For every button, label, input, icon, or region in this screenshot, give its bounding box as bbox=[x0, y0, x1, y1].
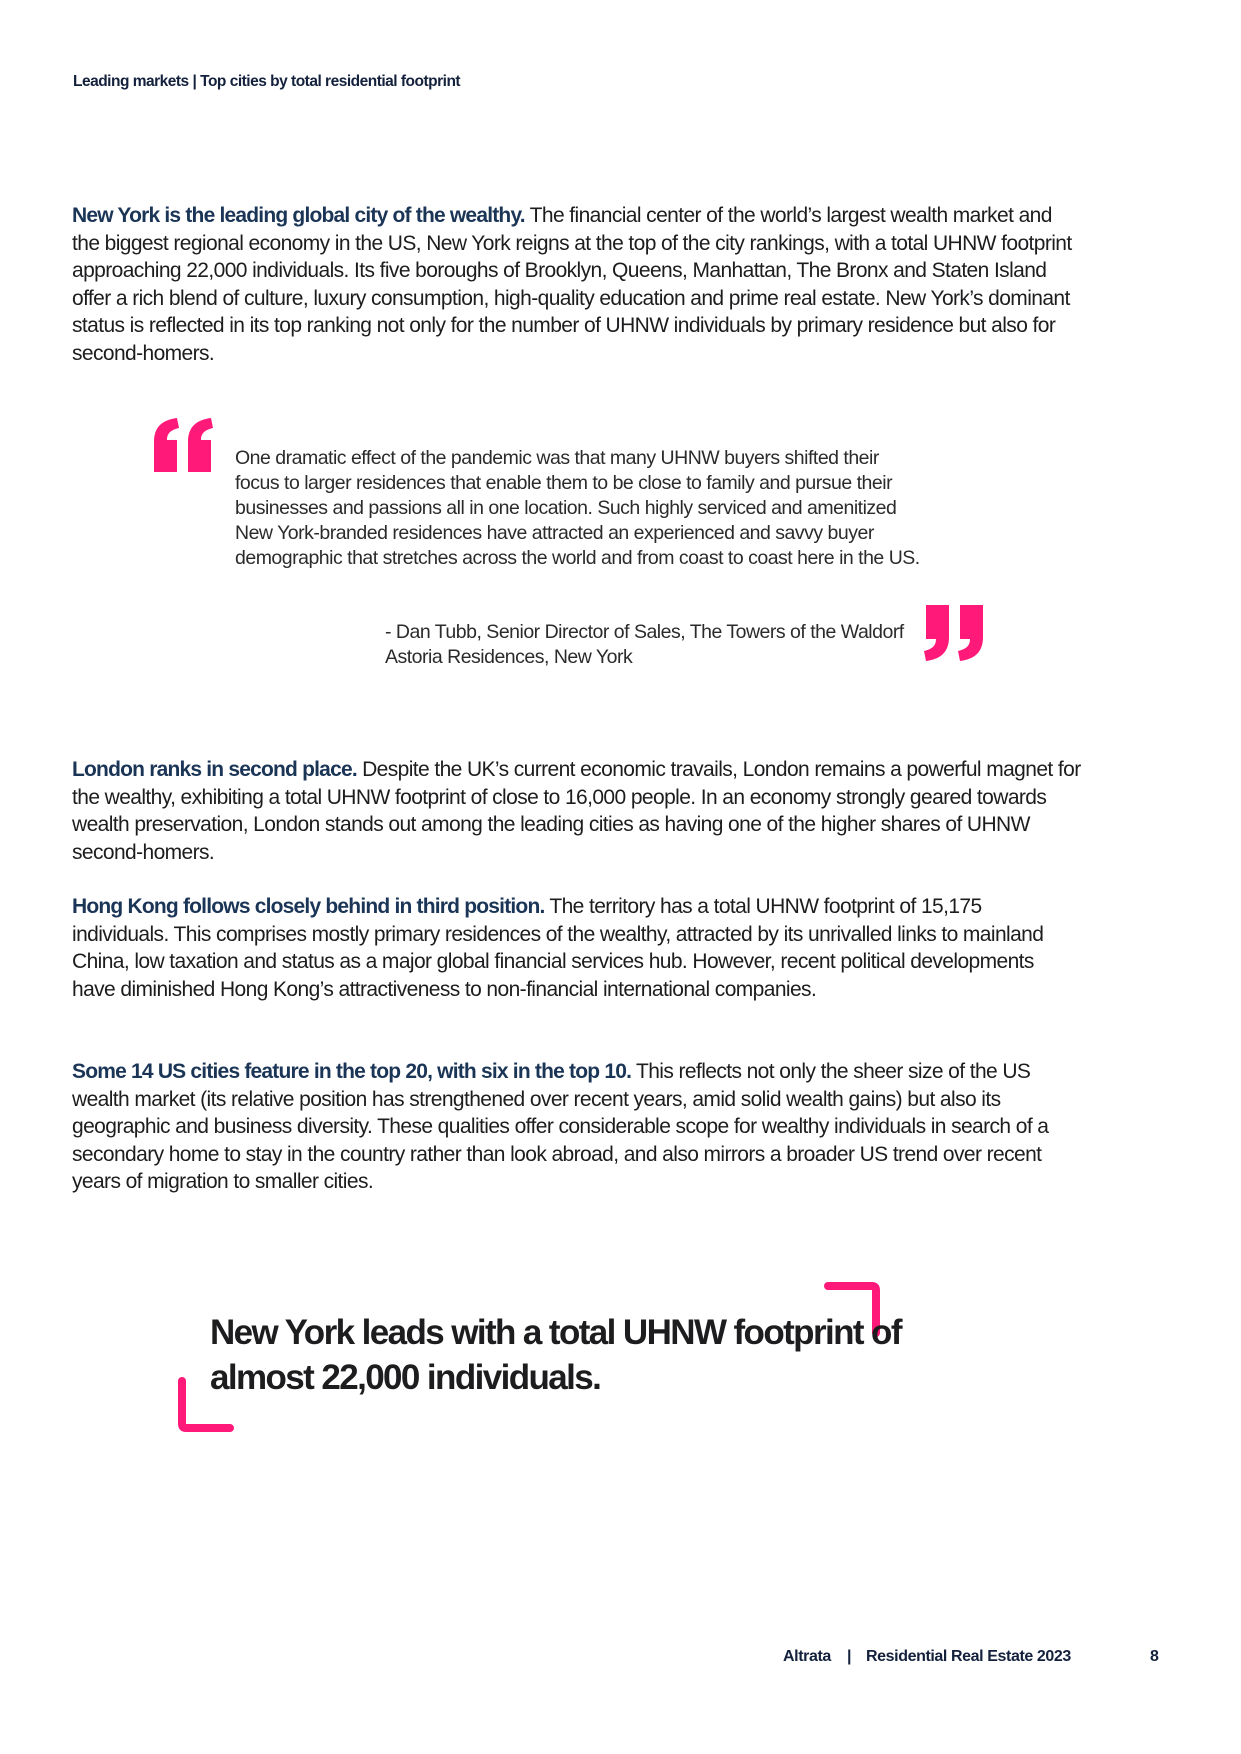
footer-brand: Altrata bbox=[783, 1648, 831, 1665]
paragraph-hong-kong bbox=[72, 893, 1082, 1003]
footer-publication: Residential Real Estate 2023 bbox=[866, 1648, 1071, 1665]
paragraph-body: The territory has a total UHNW footprint of 15,175 individuals. This comprises mostly primary residences of the wealthy, attracted by its unrivalled links to mainland China, low taxation and status as a major global financial services hub. However, recent political developments have diminished Hong Kong’s attractiveness to non-financial international companies. bbox=[72, 895, 1044, 1001]
open-quote-icon bbox=[150, 418, 220, 474]
close-quote-icon bbox=[922, 605, 992, 661]
running-header: Leading markets | Top cities by total residential footprint bbox=[73, 73, 461, 90]
paragraph-london bbox=[72, 756, 1082, 866]
paragraph-lead: Some 14 US cities feature in the top 20, with six in the top 10. bbox=[72, 1060, 632, 1083]
corner-bracket-bottom-left-icon bbox=[176, 1377, 234, 1433]
page-number: 8 bbox=[1150, 1648, 1159, 1665]
paragraph-lead: Hong Kong follows closely behind in third position. bbox=[72, 895, 545, 918]
paragraph-body: This reflects not only the sheer size of the US wealth market (its relative position has strengthened over recent years, amid solid wealth gains) but also its geographic and business diversity. These qualities offer considerable scope for wealthy individuals in search of a secondary home to stay in the country rather than look abroad, and also mirrors a broader US trend over recent years of migration to smaller cities. bbox=[72, 1060, 1049, 1194]
paragraph-lead: London ranks in second place. bbox=[72, 758, 357, 781]
paragraph-new-york bbox=[72, 202, 1082, 368]
quote-text: One dramatic effect of the pandemic was that many UHNW buyers shifted their focus to larger residences that enable them to be close to family and pursue their businesses and passions all in one location. Such highly serviced and amenitized New York-branded residences have attracted an experienced and savvy buyer demographic that stretches across the world and from coast to coast here in the US. bbox=[235, 447, 920, 569]
paragraph-body: The financial center of the world’s largest wealth market and the biggest regional economy in the US, New York reigns at the top of the city rankings, with a total UHNW footprint approaching 22,000 individuals. Its five boroughs of Brooklyn, Queens, Manhattan, The Bronx and Staten Island offer a rich blend of culture, luxury consumption, high-quality education and prime real estate. New York’s dominant status is reflected in its top ranking not only for the number of UHNW individuals by primary residence but also for second-homers. bbox=[72, 204, 1072, 365]
paragraph-lead: New York is the leading global city of the wealthy. bbox=[72, 204, 525, 227]
quote-attribution: - Dan Tubb, Senior Director of Sales, The Towers of the Waldorf Astoria Residences, New York bbox=[385, 621, 904, 668]
paragraph-body: Despite the UK’s current economic travails, London remains a powerful magnet for the wealthy, exhibiting a total UHNW footprint of close to 16,000 people. In an economy strongly geared towards wealth preservation, London stands out among the leading cities as having one of the higher shares of UHNW second-homers. bbox=[72, 758, 1081, 864]
callout-statement: New York leads with a total UHNW footprint of almost 22,000 individuals. bbox=[210, 1313, 901, 1397]
footer-separator: | bbox=[847, 1648, 852, 1665]
paragraph-us-cities bbox=[72, 1058, 1082, 1196]
